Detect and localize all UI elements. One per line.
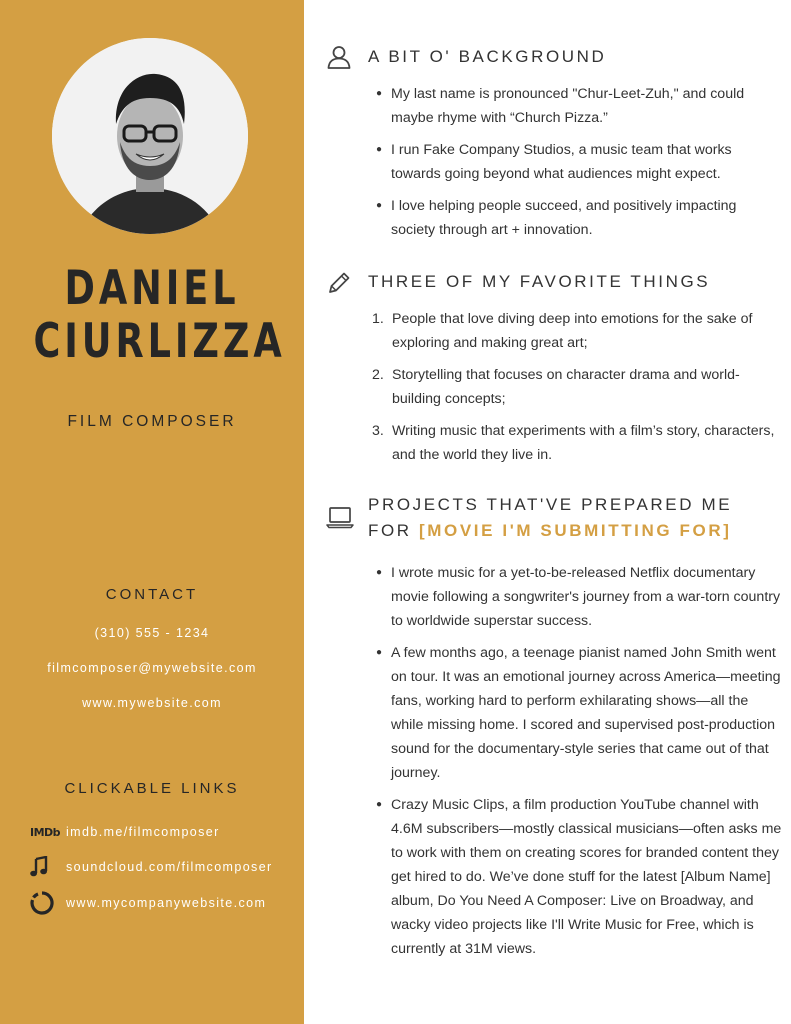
contact-website[interactable]: www.mywebsite.com [82,696,222,710]
projects-title-line2 [368,518,731,544]
pencil-icon [326,270,352,296]
list-item-text: Crazy Music Clips, a film production YouTube channel with 4.6M subscribers—mostly classical musicians—often asks me to work with them on creating scores for branded content they get hired to do. We’ve done stuff for the latest [Album Name] album, Do You Need A Composer: Live on Broadway, and wacky video projects like I'll Write Music for Free, which is currently at 31M views. [391,797,782,957]
link-company-website[interactable] [30,891,266,915]
list-item: 1. People that love diving deep into emotions for the sake of exploring and making great art; [372,311,753,351]
person-icon [326,44,352,70]
imdb-logo-icon [30,820,61,844]
circle-logo-icon [30,891,58,915]
background-title: A BIT O' BACKGROUND [368,47,607,66]
list-item-text: People that love diving deep into emotions for the sake of exploring and making great art; [392,311,753,351]
link-label[interactable]: imdb.me/filmcomposer [66,825,220,839]
list-item: ● I love helping people succeed, and positively impacting society through art + innovation. [376,198,737,238]
list-item: ● My last name is pronounced "Chur-Leet-Zuh," and could maybe rhyme with “Church Pizza.” [376,86,745,126]
list-item: 2. Storytelling that focuses on character drama and world-building concepts; [372,367,740,407]
projects-title-prefix: FOR [368,521,412,540]
contact-phone: (310) 555 - 1234 [94,626,210,640]
list-item: ● Crazy Music Clips, a film production YouTube channel with 4.6M subscribers—mostly classical musicians—often asks me to work with them on creating scores for branded content they get hired to do. We’ve done stuff for the latest [Album Name] album, Do You Need A Composer: Live on Broadway, and wacky video projects like I'll Write Music for Free, which is currently at 31M views. [376,797,782,957]
list-item-text: I wrote music for a yet-to-be-released Netflix documentary movie following a songwriter's journey from a war-torn country to worldwide superstar success. [391,565,781,629]
link-imdb[interactable] [30,820,220,844]
favorites-list [374,307,784,475]
favorites-title: THREE OF MY FAVORITE THINGS [368,272,711,291]
first-name: DANIEL [64,261,240,316]
laptop-icon [326,505,352,531]
list-item-text: A few months ago, a teenage pianist named John Smith went on tour. It was an emotional journey across America—meeting fans, working hard to perform exhilarating shows—all the while missing home. I scored and supervised post-production sound for the documentary-style series that came out of that journey. [391,645,781,781]
sidebar [0,0,304,1024]
contact-email[interactable]: filmcomposer@mywebsite.com [47,661,257,675]
projects-title-accent: [MOVIE I'M SUBMITTING FOR] [419,521,732,540]
list-item-text: My last name is pronounced "Chur-Leet-Zuh," and could maybe rhyme with “Church Pizza.” [391,86,745,126]
list-item-text: Writing music that experiments with a film’s story, characters, and the world they live in. [392,423,775,463]
main-content [304,0,791,1024]
list-item: ● A few months ago, a teenage pianist named John Smith went on tour. It was an emotional journey across America—meeting fans, working hard to perform exhilarating shows—all the while missing home. I scored and supervised post-production sound for the documentary-style series that came out of that journey. [376,645,781,781]
job-title: FILM COMPOSER [67,413,237,430]
link-soundcloud[interactable] [30,855,273,879]
projects-list [374,561,784,969]
list-item-text: Storytelling that focuses on character drama and world-building concepts; [392,367,740,407]
list-item-text: I love helping people succeed, and positively impacting society through art + innovation. [391,198,737,238]
music-note-icon [30,855,58,879]
list-item: ● I wrote music for a yet-to-be-released Netflix documentary movie following a songwriter's journey from a war-torn country to worldwide superstar success. [376,565,781,629]
contact-heading: CONTACT [105,586,199,603]
list-item: ● I run Fake Company Studios, a music team that works towards going beyond what audiences might expect. [376,142,732,182]
projects-title-line1: PROJECTS THAT'VE PREPARED ME [368,495,733,514]
list-item: 3. Writing music that experiments with a film’s story, characters, and the world they live in. [372,423,775,463]
last-name: CIURLIZZA [33,314,286,369]
background-list [374,82,784,250]
link-label[interactable]: www.mycompanywebsite.com [66,896,267,910]
link-label[interactable]: soundcloud.com/filmcomposer [66,860,273,874]
profile-photo [52,38,248,234]
links-heading: CLICKABLE LINKS [64,780,240,797]
list-item-text: I run Fake Company Studios, a music team that works towards going beyond what audiences might expect. [391,142,732,182]
imdb-logo-text: IMDb [30,825,61,839]
